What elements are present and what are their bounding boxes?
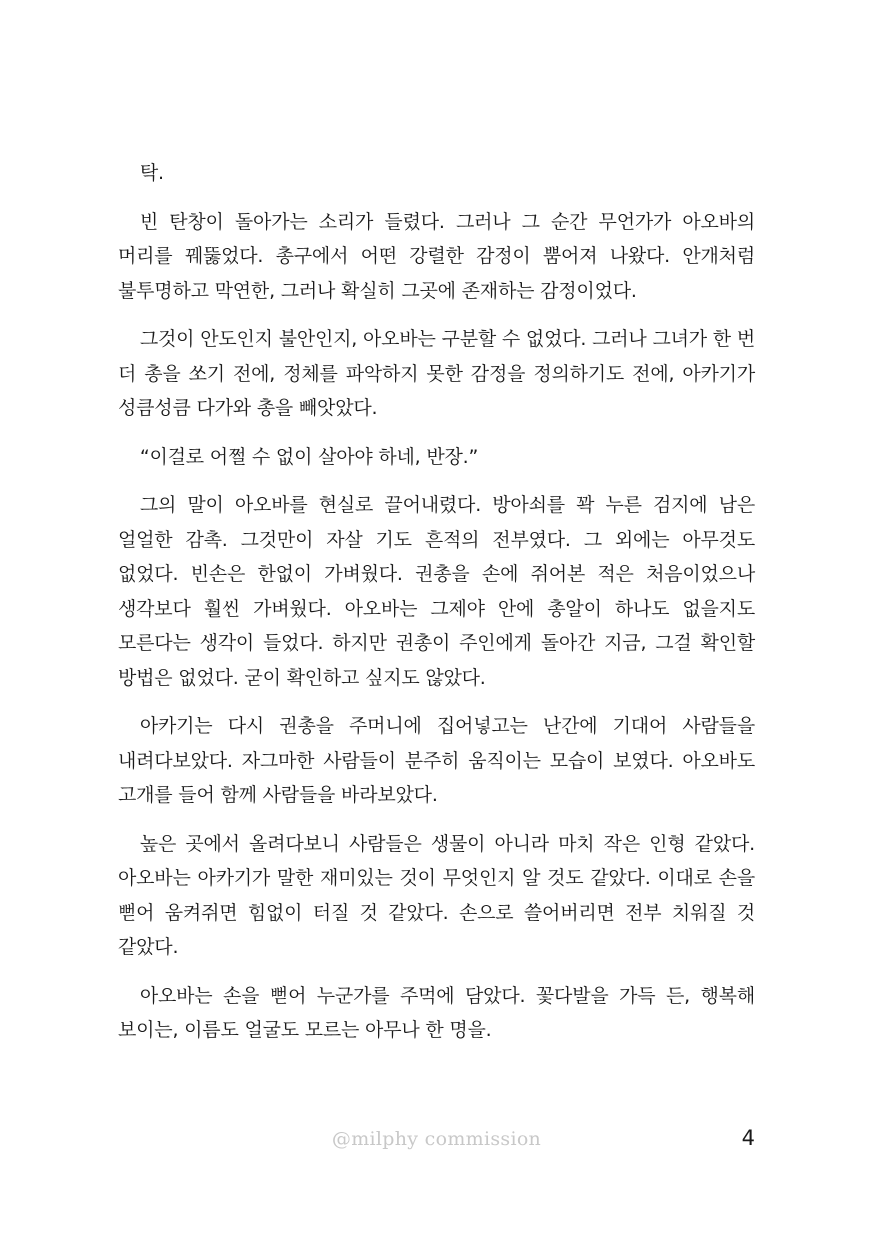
paragraph: 빈 탄창이 돌아가는 소리가 들렸다. 그러나 그 순간 무언가가 아오바의 머리를 꿰뚫었다. 총구에서 어떤 강렬한 감정이 뿜어져 나왔다. 안개처럼 불투명하고 막연한, 그러나 확실히 그곳에 존재하는 감정이었다. xyxy=(118,210,755,302)
document-page xyxy=(118,0,755,1240)
dialogue-paragraph: “이걸로 어쩔 수 없이 살아야 하네, 반장.” xyxy=(139,445,479,468)
paragraph: 아카기는 다시 권총을 주머니에 집어넣고는 난간에 기대어 사람들을 내려다보았다. 자그마한 사람들이 분주히 움직이는 모습이 보였다. 아오바도 고개를 들어 함께 사람들을 바라보았다. xyxy=(118,715,755,806)
paragraph: 아오바는 손을 뻗어 누군가를 주먹에 담았다. 꽃다발을 가득 든, 행복해 보이는, 이름도 얼굴도 모르는 아무나 한 명을. xyxy=(118,984,755,1041)
paragraph: 높은 곳에서 올려다보니 사람들은 생물이 아니라 마치 작은 인형 같았다. 아오바는 아카기가 말한 재미있는 것이 무엇인지 알 것도 같았다. 이대로 손을 뻗어 움켜쥐면 힘없이 터질 것 같았다. 손으로 쓸어버리면 전부 치워질 것 같았다. xyxy=(118,832,755,958)
paragraph: 그의 말이 아오바를 현실로 끌어내렸다. 방아쇠를 꽉 누른 검지에 남은 얼얼한 감촉. 그것만이 자살 기도 흔적의 전부였다. 그 외에는 아무것도 없었다. 빈손은 한없이 가벼웠다. 권총을 손에 쥐어본 적은 처음이었으나 생각보다 훨씬 가벼웠다. 아오바는 그제야 안에 총알이 하나도 없을지도 모른다는 생각이 들었다. 하지만 권총이 주인에게 돌아간 지금, 그걸 확인할 방법은 없었다. 굳이 확인하고 싶지도 않았다. xyxy=(118,494,755,689)
paragraph: 탁. xyxy=(139,162,164,184)
paragraph: 그것이 안도인지 불안인지, 아오바는 구분할 수 없었다. 그러나 그녀가 한 번 더 총을 쏘기 전에, 정체를 파악하지 못한 감정을 정의하기도 전에, 아카기가 성큼성큼 다가와 총을 빼앗았다. xyxy=(118,328,755,419)
body-text xyxy=(118,156,755,1062)
footer-credit: @milphy commission xyxy=(331,1128,542,1150)
page-number: 4 xyxy=(741,1126,755,1150)
